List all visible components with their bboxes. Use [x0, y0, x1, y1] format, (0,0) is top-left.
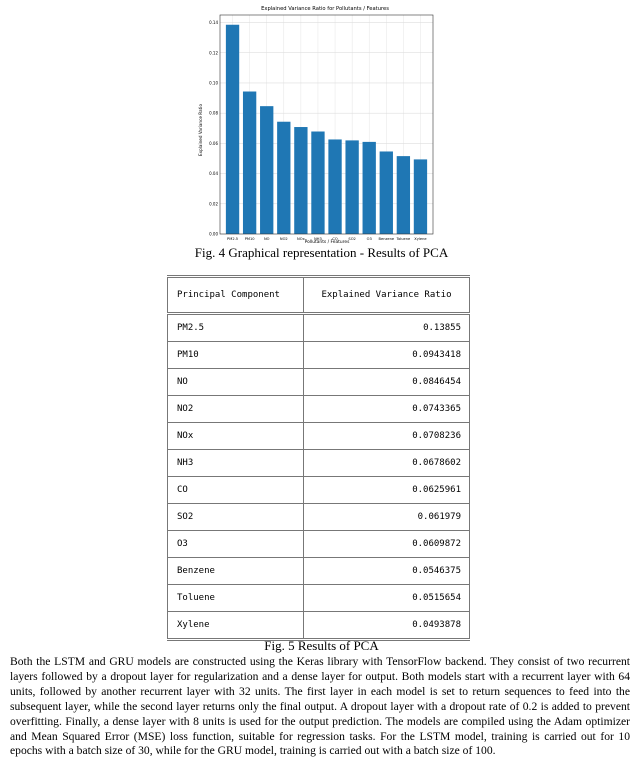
variance-cell: 0.0708236: [304, 423, 470, 449]
figure-5-caption: Fig. 5 Results of PCA: [264, 638, 379, 653]
variance-cell: 0.0546375: [304, 558, 470, 584]
y-tick-label: 0.14: [209, 20, 218, 26]
header-principal-component: Principal Component: [167, 278, 304, 312]
component-cell: PM10: [167, 342, 304, 368]
chart-bar: [294, 127, 307, 234]
x-tick-label: NOx: [297, 237, 305, 241]
table-row: [167, 342, 470, 369]
x-tick-label: Benzene: [378, 237, 395, 241]
x-tick-label: SO2: [348, 237, 356, 241]
component-cell: NO2: [167, 396, 304, 422]
chart-y-axis-label: Explained Variance Ratio: [198, 103, 203, 157]
table-row: [167, 450, 470, 477]
table-header-row: [167, 278, 470, 315]
chart-svg: [193, 2, 439, 248]
body-paragraph: Both the LSTM and GRU models are constructed using the Keras library with TensorFlow backend. They consist of two recurrent layers followed by a dropout layer for regularization and a dense layer for output. Both models start with a recurrent layer with 64 units, followed by another recurrent layer with 32 units. The first layer in each model is set to return sequences to feed into the subsequent layer, while the second layer returns only the final output. A dropout layer with a dropout rate of 0.2 is added to prevent overfitting. Finally, a dense layer with 8 units is used for the output prediction. The models are compiled using the Adam optimizer and Mean Squared Error (MSE) loss function, suitable for regression tasks. For the LSTM model, training is carried out for 10 epochs with a batch size of 30, while for the GRU model, training is carried out with a batch size of 100.: [10, 655, 630, 758]
variance-cell: 0.0625961: [304, 477, 470, 503]
x-tick-label: O3: [366, 237, 372, 241]
chart-bar: [397, 156, 410, 234]
variance-cell: 0.0515654: [304, 585, 470, 611]
y-tick-label: 0.00: [209, 231, 218, 237]
table-row: [167, 558, 470, 585]
component-cell: Xylene: [167, 612, 304, 638]
table-row: [167, 423, 470, 450]
chart-bar: [226, 25, 239, 234]
table-row: [167, 315, 470, 342]
chart-bar: [260, 106, 273, 234]
table-row: [167, 369, 470, 396]
variance-cell: 0.061979: [304, 504, 470, 530]
component-cell: CO: [167, 477, 304, 503]
chart-x-axis-label: Pollutants / Features: [304, 240, 350, 245]
chart-bar: [311, 132, 324, 234]
y-tick-label: 0.12: [209, 50, 218, 56]
component-cell: NO: [167, 369, 304, 395]
y-tick-label: 0.08: [209, 110, 218, 116]
chart-bar: [414, 159, 427, 234]
x-tick-label: Xylene: [414, 237, 427, 241]
table-row: [167, 504, 470, 531]
variance-bar-chart: [193, 2, 439, 248]
y-tick-label: 0.10: [209, 80, 218, 86]
x-tick-label: NO2: [279, 237, 288, 241]
x-tick-label: CO: [332, 237, 338, 241]
variance-cell: 0.0943418: [304, 342, 470, 368]
table-row: [167, 396, 470, 423]
header-explained-variance: Explained Variance Ratio: [304, 278, 470, 312]
table-row: [167, 612, 470, 641]
variance-cell: 0.0493878: [304, 612, 470, 638]
y-tick-label: 0.02: [209, 201, 218, 207]
chart-bar: [363, 142, 376, 234]
component-cell: NH3: [167, 450, 304, 476]
component-cell: Benzene: [167, 558, 304, 584]
x-tick-label: PM10: [244, 237, 255, 241]
y-tick-label: 0.04: [209, 171, 218, 177]
component-cell: Toluene: [167, 585, 304, 611]
component-cell: SO2: [167, 504, 304, 530]
variance-cell: 0.0743365: [304, 396, 470, 422]
y-tick-label: 0.06: [209, 140, 218, 146]
chart-title: Explained Variance Ratio for Pollutants / Features: [261, 6, 389, 12]
x-tick-label: PM2.5: [227, 237, 239, 241]
figure-4-caption: Fig. 4 Graphical representation - Results of PCA: [194, 245, 449, 260]
table-row: [167, 477, 470, 504]
variance-cell: 0.0678602: [304, 450, 470, 476]
x-tick-label: NH3: [314, 237, 322, 241]
component-cell: PM2.5: [167, 315, 304, 341]
pca-results-table: [167, 275, 470, 641]
component-cell: NOx: [167, 423, 304, 449]
x-tick-label: Toluene: [396, 237, 411, 241]
variance-cell: 0.0846454: [304, 369, 470, 395]
x-tick-label: NO: [263, 237, 270, 241]
chart-bar: [243, 92, 256, 234]
component-cell: O3: [167, 531, 304, 557]
table-body: [167, 315, 470, 641]
chart-bar: [328, 139, 341, 234]
variance-cell: 0.0609872: [304, 531, 470, 557]
table-row: [167, 585, 470, 612]
chart-bar: [380, 151, 393, 234]
variance-cell: 0.13855: [304, 315, 470, 341]
chart-bar: [277, 122, 290, 234]
chart-bar: [345, 140, 358, 234]
table-row: [167, 531, 470, 558]
